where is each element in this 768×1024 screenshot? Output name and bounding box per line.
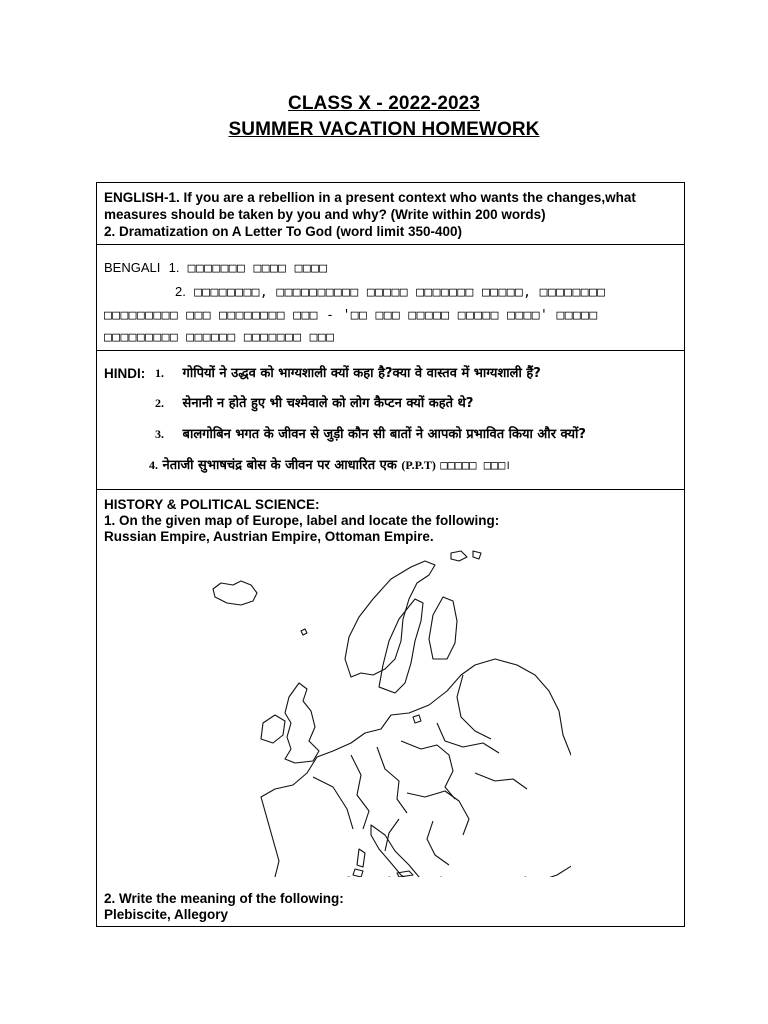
bengali-q2-line-1 [175, 284, 605, 300]
hindi-q3 [155, 424, 586, 442]
english-line-3: 2. Dramatization on A Letter To God (word limit 350-400) [104, 224, 463, 239]
history-row [97, 490, 684, 927]
bengali-q1-text: □□□□□□□ □□□□ □□□□ [187, 261, 328, 276]
map-baltic-island [413, 715, 421, 723]
map-faroe [301, 629, 307, 635]
map-great-britain [285, 683, 319, 763]
hindi-q4-num: 4. [149, 458, 158, 472]
map-border-6 [457, 675, 491, 739]
map-border-8 [427, 821, 449, 865]
map-corsica-sardinia [353, 849, 365, 877]
hindi-q3-text: बालगोबिन भगत के जीवन से जुड़ी कौन सी बातों ने आपको प्रभावित किया और क्यों? [182, 427, 586, 442]
hindi-q2-text: सेनानी न होते हुए भी चश्मेवाले को लोग कैप्टन क्यों कहते थे? [182, 396, 474, 411]
hindi-q4 [149, 455, 510, 473]
hindi-q1-text: गोपियों ने उद्धव को भाग्यशाली क्यों कहा है?क्या वे वास्तव में भाग्यशाली हैं? [182, 366, 541, 381]
map-finland [429, 597, 457, 659]
page-title-class: CLASS X - 2022-2023 [288, 93, 480, 114]
hindi-q4-text: नेताजी सुभाषचंद्र बोस के जीवन पर आधारित एक [162, 458, 397, 473]
hindi-q3-num: 3. [155, 427, 164, 441]
bengali-q1-num: 1. [168, 260, 180, 275]
homework-table [96, 182, 685, 927]
map-iceland [213, 581, 257, 605]
english-row [97, 183, 684, 245]
hindi-q1 [155, 363, 541, 381]
map-sweden [379, 599, 423, 693]
history-q1: 1. On the given map of Europe, label and locate the following: [104, 513, 500, 528]
bengali-label: BENGALI [104, 260, 161, 275]
hindi-q2-num: 2. [155, 396, 164, 410]
europe-outline-map [201, 547, 571, 877]
bengali-q1 [104, 260, 328, 276]
hindi-label: HINDI: [104, 366, 146, 381]
history-q1-items: Russian Empire, Austrian Empire, Ottoman Empire. [104, 529, 434, 544]
hindi-row [97, 351, 684, 490]
map-mainland [261, 659, 571, 877]
map-border-1 [313, 777, 353, 829]
bengali-row [97, 245, 684, 351]
map-ireland [261, 715, 285, 743]
page-title-homework: SUMMER VACATION HOMEWORK [228, 119, 540, 140]
bengali-q2-line-3: □□□□□□□□□ □□□□□□ □□□□□□□ □□□ [104, 330, 335, 345]
map-sicily [397, 871, 413, 877]
history-q2: 2. Write the meaning of the following: [104, 891, 344, 906]
map-italy [371, 825, 419, 877]
hindi-q4-ppt: (P.P.T) [401, 458, 436, 472]
hindi-q4-tail: □□□□□ □□□। [440, 458, 510, 472]
bengali-q2-num: 2. [175, 284, 186, 299]
hindi-q2 [155, 393, 473, 411]
english-line-2: measures should be taken by you and why? (Write within 200 words) [104, 207, 546, 222]
map-border-9 [475, 773, 527, 789]
hindi-q1-num: 1. [155, 366, 164, 380]
english-line-1: ENGLISH-1. If you are a rebellion in a present context who wants the changes,what [104, 190, 636, 205]
bengali-q2-line-2: □□□□□□□□□ □□□ □□□□□□□□ □□□ - '□□ □□□ □□□□□ □□□□□ □□□□' □□□□□ [104, 308, 598, 323]
map-border-2 [351, 755, 369, 829]
map-svalbard [451, 551, 481, 561]
map-border-7 [407, 791, 469, 835]
history-heading: HISTORY & POLITICAL SCIENCE: [104, 497, 320, 512]
history-q2-items: Plebiscite, Allegory [104, 907, 229, 922]
bengali-q2-text-1: □□□□□□□□, □□□□□□□□□□ □□□□□ □□□□□□□ □□□□□, □□□□□□□□ [194, 285, 606, 300]
map-border-4 [401, 741, 455, 799]
map-border-3 [377, 747, 407, 813]
